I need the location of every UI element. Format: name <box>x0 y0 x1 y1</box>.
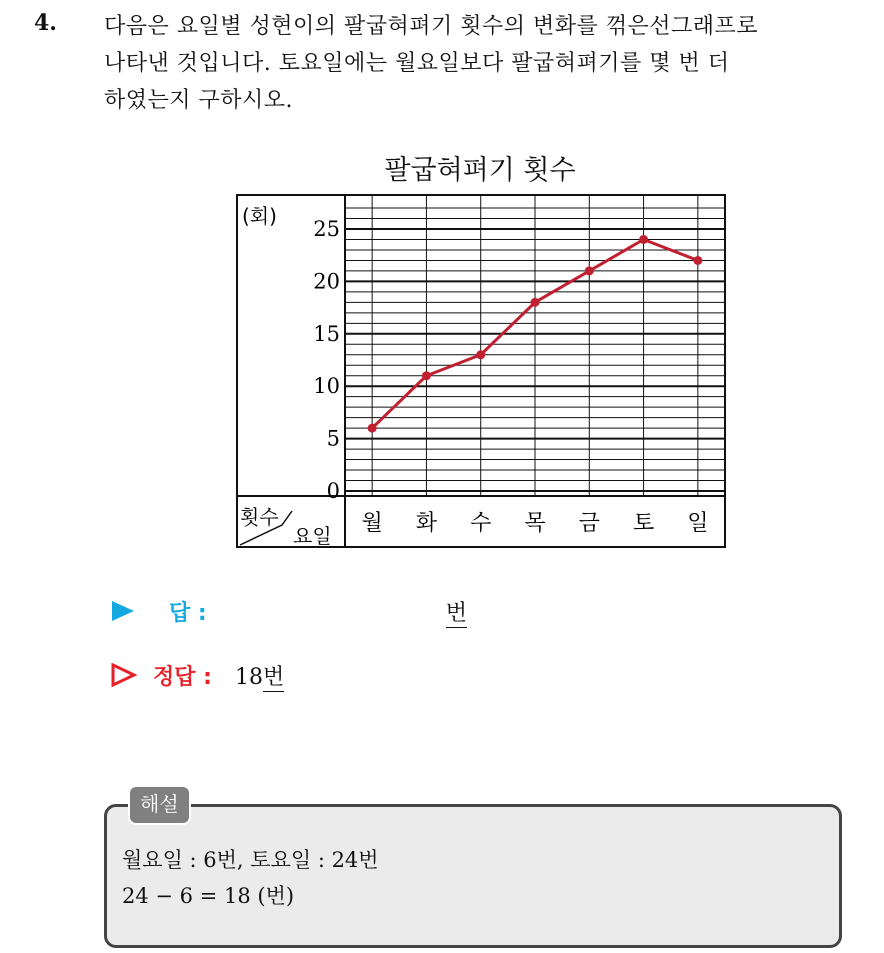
y-tick-label: 20 <box>313 269 340 294</box>
x-category-label: 월 <box>361 511 383 536</box>
question-line-2: 나타낸 것입니다. 토요일에는 월요일보다 팔굽혀펴기를 몇 번 더 <box>104 51 730 76</box>
y-tick-label: 10 <box>313 374 340 399</box>
answer-unit: 번 <box>446 596 467 628</box>
y-axis-unit: (회) <box>242 204 277 228</box>
chart-title: 팔굽혀펴기 횟수 <box>384 155 576 186</box>
y-tick-label: 15 <box>313 321 340 346</box>
data-point <box>422 371 431 380</box>
x-category-label: 토 <box>632 511 655 536</box>
question-line-3: 하였는지 구하시오. <box>104 88 294 113</box>
correct-answer-unit: 번 <box>263 660 284 692</box>
correct-answer-row <box>110 660 284 692</box>
x-category-label: 일 <box>687 511 709 536</box>
chart-grid <box>237 195 725 547</box>
question-number: 4. <box>34 10 57 36</box>
x-category-label: 화 <box>415 511 438 536</box>
y-tick-labels <box>313 217 340 503</box>
data-point <box>585 266 594 275</box>
data-point <box>531 298 540 307</box>
outline-play-icon <box>110 663 138 690</box>
play-icon <box>110 599 136 626</box>
question-line-1: 다음은 요일별 성현이의 팔굽혀펴기 횟수의 변화를 꺾은선그래프로 <box>104 14 759 39</box>
correct-answer-value: 18 <box>234 665 263 690</box>
explanation-line-1: 월요일 : 6번, 토요일 : 24번 <box>122 848 379 872</box>
data-point <box>368 424 377 433</box>
x-category-label: 수 <box>470 511 492 536</box>
y-tick-label: 25 <box>313 217 340 241</box>
corner-label-bottom: 요일 <box>293 524 332 548</box>
data-point <box>639 235 648 244</box>
correct-answer-label: 정답 : <box>153 665 212 690</box>
answer-label: 답 : <box>169 601 207 626</box>
x-category-label: 금 <box>578 511 600 536</box>
x-tick-labels <box>362 511 709 536</box>
corner-label-top: 횟수 <box>240 505 279 529</box>
y-tick-label: 0 <box>326 479 340 503</box>
x-category-label: 목 <box>524 511 546 536</box>
y-tick-label: 5 <box>326 426 340 451</box>
explanation-tag: 해설 <box>128 785 191 825</box>
explanation-line-2: 24 − 6 = 18 (번) <box>122 884 295 908</box>
answer-row <box>110 596 467 628</box>
data-point <box>476 350 485 359</box>
data-point <box>693 256 702 265</box>
explanation-box <box>104 804 842 948</box>
